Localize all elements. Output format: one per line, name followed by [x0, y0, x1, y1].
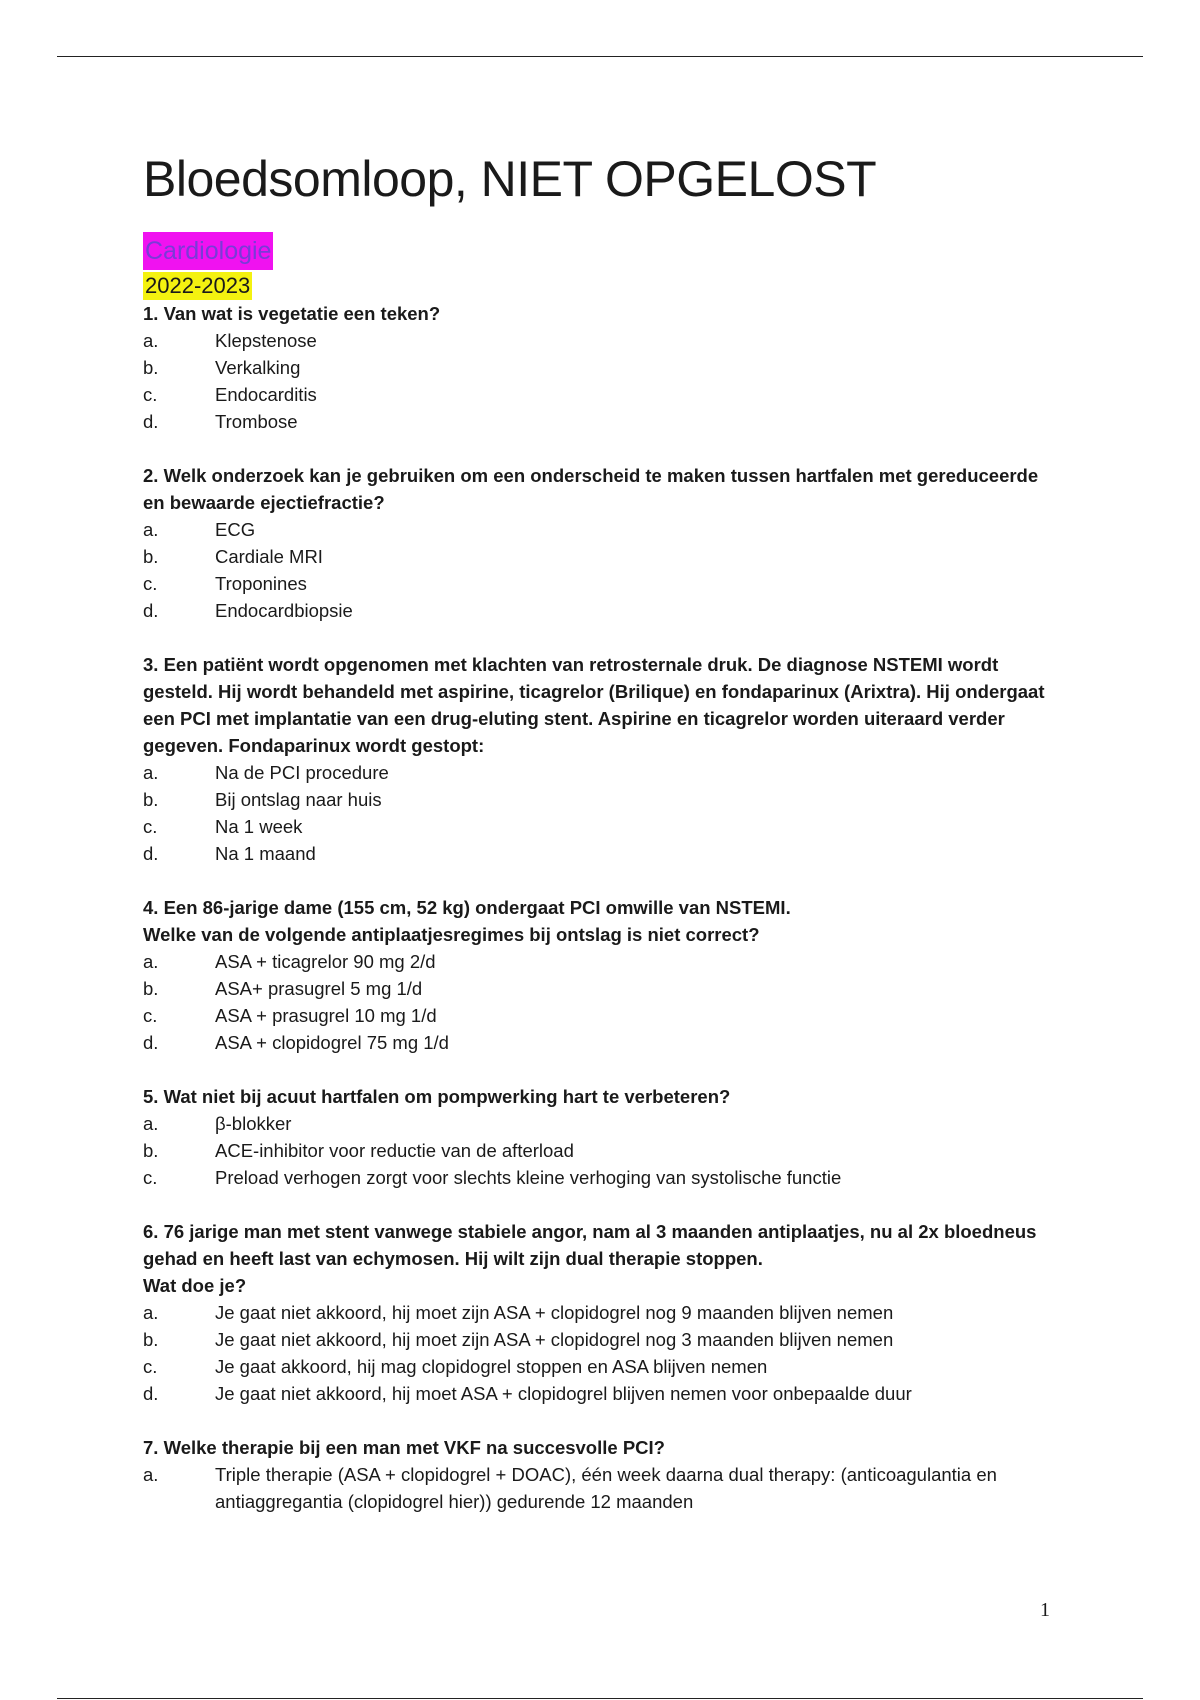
- document-body: [143, 148, 1063, 1515]
- option-letter: b.: [143, 1140, 159, 1161]
- option-letter: a.: [143, 1302, 159, 1323]
- answer-option: [143, 516, 1063, 543]
- option-letter: a.: [143, 330, 159, 351]
- answer-option: [143, 840, 1063, 867]
- question-text: 4. Een 86-jarige dame (155 cm, 52 kg) ondergaat PCI omwille van NSTEMI.: [143, 897, 791, 918]
- option-text: Na de PCI procedure: [215, 762, 389, 783]
- answer-option: [143, 1299, 1063, 1326]
- option-letter: a.: [143, 1464, 159, 1485]
- option-text: ASA+ prasugrel 5 mg 1/d: [215, 978, 423, 999]
- option-text: Endocardbiopsie: [215, 600, 353, 621]
- option-text: Troponines: [215, 573, 307, 594]
- option-text: Endocarditis: [215, 384, 317, 405]
- answer-option: [143, 1110, 1063, 1137]
- option-letter: c.: [143, 816, 158, 837]
- question-text-line-2: Welke van de volgende antiplaatjesregimes bij ontslag is niet correct?: [143, 924, 760, 945]
- answer-option: [143, 381, 1063, 408]
- option-letter: a.: [143, 762, 159, 783]
- option-text: ASA + ticagrelor 90 mg 2/d: [215, 951, 436, 972]
- option-letter: b.: [143, 789, 159, 810]
- option-letter: b.: [143, 1329, 159, 1350]
- answer-option: [143, 948, 1063, 975]
- option-text: Je gaat akkoord, hij mag clopidogrel stoppen en ASA blijven nemen: [215, 1356, 768, 1377]
- section-label: Cardiologie: [143, 232, 273, 270]
- option-text: Na 1 maand: [215, 843, 316, 864]
- question-5: [143, 1083, 1063, 1191]
- question-2: [143, 462, 1063, 624]
- option-text: Triple therapie (ASA + clopidogrel + DOAC), één week daarna dual therapy: (anticoagulantia en antiaggregantia (clopidogrel hier)) gedurende 12 maanden: [215, 1464, 997, 1512]
- question-text-line-2: Wat doe je?: [143, 1275, 247, 1296]
- page-number: 1: [1040, 1599, 1050, 1621]
- answer-option: [143, 1380, 1063, 1407]
- question-7: [143, 1434, 1063, 1515]
- question-text: 1. Van wat is vegetatie een teken?: [143, 303, 441, 324]
- answer-option: [143, 570, 1063, 597]
- answer-option: [143, 408, 1063, 435]
- option-text: Na 1 week: [215, 816, 303, 837]
- option-letter: c.: [143, 1005, 158, 1026]
- option-letter: b.: [143, 357, 159, 378]
- question-text: 2. Welk onderzoek kan je gebruiken om een onderscheid te maken tussen hartfalen met gereduceerde en bewaarde ejectiefractie?: [143, 465, 1039, 513]
- question-6: [143, 1218, 1063, 1407]
- answer-option: [143, 759, 1063, 786]
- option-letter: d.: [143, 600, 159, 621]
- option-text: Preload verhogen zorgt voor slechts kleine verhoging van systolische functie: [215, 1167, 842, 1188]
- question-text: 3. Een patiënt wordt opgenomen met klachten van retrosternale druk. De diagnose NSTEMI wordt gesteld. Hij wordt behandeld met aspirine, ticagrelor (Brilique) en fondaparinux (Arixtra). Hij ondergaat een PCI met implantatie van een drug-eluting stent. Aspirine en ticagrelor worden uiteraard verder gegeven. Fondaparinux wordt gestopt:: [143, 654, 1045, 756]
- option-letter: d.: [143, 411, 159, 432]
- option-text: Bij ontslag naar huis: [215, 789, 382, 810]
- option-text: ASA + prasugrel 10 mg 1/d: [215, 1005, 437, 1026]
- option-text: Je gaat niet akkoord, hij moet zijn ASA + clopidogrel nog 9 maanden blijven nemen: [215, 1302, 894, 1323]
- option-text: ASA + clopidogrel 75 mg 1/d: [215, 1032, 449, 1053]
- option-letter: d.: [143, 843, 159, 864]
- option-text: ACE-inhibitor voor reductie van de afterload: [215, 1140, 574, 1161]
- question-1: [143, 300, 1063, 435]
- option-text: ECG: [215, 519, 256, 540]
- answer-option: [143, 975, 1063, 1002]
- answer-option: [143, 1002, 1063, 1029]
- option-text: Je gaat niet akkoord, hij moet zijn ASA + clopidogrel nog 3 maanden blijven nemen: [215, 1329, 894, 1350]
- answer-option: [143, 1461, 1063, 1515]
- answer-option: [143, 543, 1063, 570]
- question-4: [143, 894, 1063, 1056]
- answer-option: [143, 786, 1063, 813]
- option-letter: c.: [143, 1167, 158, 1188]
- answer-option: [143, 354, 1063, 381]
- answer-option: [143, 597, 1063, 624]
- footer-rule: [57, 1698, 1143, 1699]
- answer-option: [143, 327, 1063, 354]
- answer-option: [143, 1029, 1063, 1056]
- option-letter: b.: [143, 978, 159, 999]
- option-letter: d.: [143, 1032, 159, 1053]
- option-letter: d.: [143, 1383, 159, 1404]
- option-letter: a.: [143, 951, 159, 972]
- answer-option: [143, 1353, 1063, 1380]
- option-letter: b.: [143, 546, 159, 567]
- option-text: β-blokker: [215, 1113, 292, 1134]
- answer-option: [143, 813, 1063, 840]
- option-letter: c.: [143, 384, 158, 405]
- option-text: Klepstenose: [215, 330, 317, 351]
- option-letter: c.: [143, 573, 158, 594]
- answer-option: [143, 1137, 1063, 1164]
- option-text: Je gaat niet akkoord, hij moet ASA + clopidogrel blijven nemen voor onbepaalde duur: [215, 1383, 912, 1404]
- answer-option: [143, 1326, 1063, 1353]
- option-text: Verkalking: [215, 357, 301, 378]
- answer-option: [143, 1164, 1063, 1191]
- question-text: 6. 76 jarige man met stent vanwege stabiele angor, nam al 3 maanden antiplaatjes, nu al 2x bloedneus gehad en heeft last van echymosen. Hij wilt zijn dual therapie stoppen.: [143, 1221, 1037, 1269]
- page-title: Bloedsomloop, NIET OPGELOST: [143, 151, 877, 207]
- question-text: 7. Welke therapie bij een man met VKF na succesvolle PCI?: [143, 1437, 665, 1458]
- option-letter: a.: [143, 1113, 159, 1134]
- option-letter: c.: [143, 1356, 158, 1377]
- question-3: [143, 651, 1063, 867]
- option-text: Cardiale MRI: [215, 546, 323, 567]
- option-letter: a.: [143, 519, 159, 540]
- option-text: Trombose: [215, 411, 298, 432]
- header-rule: [57, 56, 1143, 57]
- question-text: 5. Wat niet bij acuut hartfalen om pompwerking hart te verbeteren?: [143, 1086, 731, 1107]
- year-label: 2022-2023: [145, 273, 251, 298]
